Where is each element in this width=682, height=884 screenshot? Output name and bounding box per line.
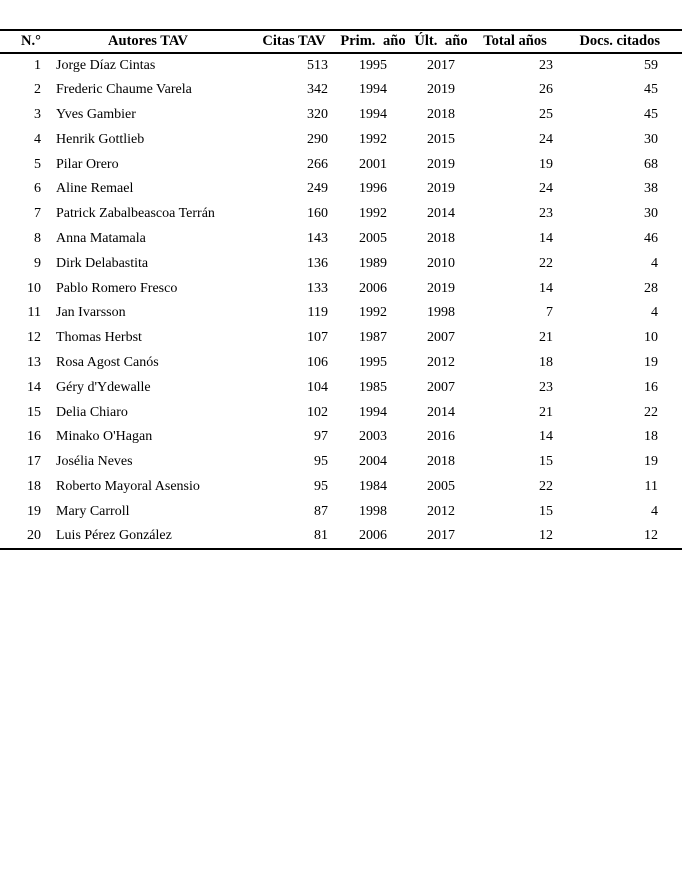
table-row [0, 53, 682, 78]
cell-author: Jorge Díaz Cintas [56, 57, 156, 73]
cell-first-year: 1989 [359, 255, 387, 271]
cell-citations: 81 [314, 528, 328, 544]
cell-total-years: 23 [539, 379, 553, 395]
cell-author: Pilar Orero [56, 156, 119, 172]
cell-last-year: 2012 [427, 503, 455, 519]
cell-total-years: 21 [539, 330, 553, 346]
cell-total-years: 12 [539, 528, 553, 544]
cell-author: Patrick Zabalbeascoa Terrán [56, 206, 215, 222]
cell-rank: 10 [27, 280, 41, 296]
cell-last-year: 2014 [427, 206, 455, 222]
cell-docs-cited: 45 [644, 106, 658, 122]
table-row [0, 78, 682, 103]
cell-citations: 320 [307, 106, 328, 122]
cell-author: Minako O'Hagan [56, 429, 153, 445]
cell-total-years: 7 [546, 305, 553, 321]
cell-last-year: 2018 [427, 230, 455, 246]
cell-total-years: 18 [539, 354, 553, 370]
cell-author: Henrik Gottlieb [56, 131, 145, 147]
cell-author: Roberto Mayoral Asensio [56, 478, 200, 494]
cell-rank: 3 [34, 106, 41, 122]
cell-first-year: 1998 [359, 503, 387, 519]
cell-last-year: 2018 [427, 454, 455, 470]
cell-last-year: 2019 [427, 82, 455, 98]
cell-author: Anna Matamala [56, 230, 146, 246]
cell-first-year: 1994 [359, 106, 387, 122]
cell-rank: 15 [27, 404, 41, 420]
cell-docs-cited: 59 [644, 57, 658, 73]
cell-last-year: 2012 [427, 354, 455, 370]
cell-first-year: 1994 [359, 82, 387, 98]
cell-rank: 7 [34, 206, 41, 222]
cell-author: Aline Remael [56, 181, 134, 197]
cell-author: Mary Carroll [56, 503, 130, 519]
table-row [0, 524, 682, 549]
cell-author: Thomas Herbst [56, 330, 142, 346]
cell-rank: 2 [34, 82, 41, 98]
cell-last-year: 2014 [427, 404, 455, 420]
cell-citations: 95 [314, 478, 328, 494]
cell-citations: 160 [307, 206, 328, 222]
table-header [0, 30, 682, 53]
table-row [0, 425, 682, 450]
table-row [0, 227, 682, 252]
cell-author: Jan Ivarsson [56, 305, 126, 321]
cell-author: Géry d'Ydewalle [56, 379, 151, 395]
cell-first-year: 1992 [359, 206, 387, 222]
cell-first-year: 2005 [359, 230, 387, 246]
cell-rank: 14 [27, 379, 41, 395]
cell-docs-cited: 30 [644, 131, 658, 147]
cell-total-years: 22 [539, 255, 553, 271]
cell-first-year: 1995 [359, 57, 387, 73]
table-row [0, 351, 682, 376]
cell-last-year: 2015 [427, 131, 455, 147]
cell-author: Frederic Chaume Varela [56, 82, 192, 98]
cell-docs-cited: 19 [644, 454, 658, 470]
table-row [0, 450, 682, 475]
cell-citations: 104 [307, 379, 328, 395]
cell-docs-cited: 12 [644, 528, 658, 544]
header-row [0, 30, 682, 53]
cell-last-year: 2019 [427, 181, 455, 197]
column-header-autores: Autores TAV [108, 33, 188, 49]
table-row [0, 475, 682, 500]
cell-first-year: 1985 [359, 379, 387, 395]
cell-rank: 19 [27, 503, 41, 519]
table-body [0, 53, 682, 549]
cell-last-year: 2018 [427, 106, 455, 122]
cell-docs-cited: 28 [644, 280, 658, 296]
cell-first-year: 2006 [359, 280, 387, 296]
column-header-primer-ano: Prim. año [340, 33, 406, 49]
cell-first-year: 2004 [359, 454, 387, 470]
cell-citations: 106 [307, 354, 328, 370]
table-row [0, 251, 682, 276]
table-row [0, 152, 682, 177]
cell-last-year: 2016 [427, 429, 455, 445]
cell-citations: 102 [307, 404, 328, 420]
cell-docs-cited: 18 [644, 429, 658, 445]
document-page [0, 29, 682, 550]
cell-first-year: 1995 [359, 354, 387, 370]
cell-first-year: 1994 [359, 404, 387, 420]
cell-docs-cited: 4 [651, 255, 658, 271]
cell-rank: 13 [27, 354, 41, 370]
cell-last-year: 2017 [427, 528, 455, 544]
cell-total-years: 21 [539, 404, 553, 420]
table-row [0, 400, 682, 425]
cell-last-year: 2007 [427, 379, 455, 395]
cell-total-years: 23 [539, 206, 553, 222]
cell-total-years: 26 [539, 82, 553, 98]
cell-author: Rosa Agost Canós [56, 354, 159, 370]
cell-citations: 143 [307, 230, 328, 246]
cell-rank: 5 [34, 156, 41, 172]
cell-first-year: 1987 [359, 330, 387, 346]
cell-total-years: 15 [539, 454, 553, 470]
cell-citations: 97 [314, 429, 328, 445]
cell-docs-cited: 30 [644, 206, 658, 222]
cell-total-years: 23 [539, 57, 553, 73]
cell-docs-cited: 68 [644, 156, 658, 172]
cell-citations: 107 [307, 330, 328, 346]
cell-citations: 87 [314, 503, 328, 519]
cell-last-year: 2019 [427, 280, 455, 296]
cell-total-years: 22 [539, 478, 553, 494]
cell-first-year: 1984 [359, 478, 387, 494]
cell-docs-cited: 4 [651, 305, 658, 321]
cell-first-year: 2003 [359, 429, 387, 445]
cell-rank: 11 [27, 305, 41, 321]
cell-first-year: 1992 [359, 131, 387, 147]
citation-table [0, 29, 682, 550]
cell-total-years: 15 [539, 503, 553, 519]
cell-author: Delia Chiaro [56, 404, 128, 420]
column-header-ultimo-ano: Últ. año [414, 33, 468, 49]
cell-rank: 20 [27, 528, 41, 544]
cell-citations: 266 [307, 156, 328, 172]
table-row [0, 326, 682, 351]
cell-rank: 8 [34, 230, 41, 246]
cell-docs-cited: 16 [644, 379, 658, 395]
cell-total-years: 24 [539, 181, 553, 197]
table-row [0, 103, 682, 128]
cell-docs-cited: 46 [644, 230, 658, 246]
table-row [0, 177, 682, 202]
cell-first-year: 1992 [359, 305, 387, 321]
cell-citations: 513 [307, 57, 328, 73]
cell-rank: 6 [34, 181, 41, 197]
table-row [0, 499, 682, 524]
cell-rank: 12 [27, 330, 41, 346]
cell-rank: 16 [27, 429, 41, 445]
cell-citations: 119 [307, 305, 328, 321]
cell-first-year: 2006 [359, 528, 387, 544]
cell-last-year: 2007 [427, 330, 455, 346]
cell-citations: 95 [314, 454, 328, 470]
column-header-docs-citados: Docs. citados [579, 33, 660, 49]
cell-rank: 1 [34, 57, 41, 73]
cell-citations: 136 [307, 255, 328, 271]
column-header-total-anos: Total años [483, 33, 547, 49]
table-row [0, 375, 682, 400]
cell-rank: 17 [27, 454, 41, 470]
cell-first-year: 2001 [359, 156, 387, 172]
cell-total-years: 19 [539, 156, 553, 172]
cell-citations: 290 [307, 131, 328, 147]
cell-author: Yves Gambier [56, 106, 136, 122]
cell-docs-cited: 4 [651, 503, 658, 519]
cell-total-years: 24 [539, 131, 553, 147]
cell-total-years: 14 [539, 429, 553, 445]
cell-docs-cited: 38 [644, 181, 658, 197]
cell-author: Dirk Delabastita [56, 255, 149, 271]
table-row [0, 301, 682, 326]
cell-total-years: 14 [539, 230, 553, 246]
cell-docs-cited: 45 [644, 82, 658, 98]
cell-rank: 9 [34, 255, 41, 271]
cell-last-year: 2005 [427, 478, 455, 494]
table-row [0, 276, 682, 301]
cell-docs-cited: 11 [644, 478, 658, 494]
cell-first-year: 1996 [359, 181, 387, 197]
column-header-numero: N.° [21, 33, 41, 49]
cell-total-years: 14 [539, 280, 553, 296]
cell-last-year: 2017 [427, 57, 455, 73]
cell-author: Luis Pérez González [56, 528, 172, 544]
cell-rank: 4 [34, 131, 41, 147]
cell-last-year: 2019 [427, 156, 455, 172]
cell-citations: 133 [307, 280, 328, 296]
cell-author: Josélia Neves [56, 454, 133, 470]
cell-last-year: 2010 [427, 255, 455, 271]
cell-docs-cited: 10 [644, 330, 658, 346]
cell-citations: 342 [307, 82, 328, 98]
cell-total-years: 25 [539, 106, 553, 122]
table-row [0, 127, 682, 152]
cell-citations: 249 [307, 181, 328, 197]
cell-author: Pablo Romero Fresco [56, 280, 178, 296]
table-row [0, 202, 682, 227]
cell-rank: 18 [27, 478, 41, 494]
column-header-citas: Citas TAV [262, 33, 326, 49]
cell-docs-cited: 19 [644, 354, 658, 370]
cell-last-year: 1998 [427, 305, 455, 321]
cell-docs-cited: 22 [644, 404, 658, 420]
